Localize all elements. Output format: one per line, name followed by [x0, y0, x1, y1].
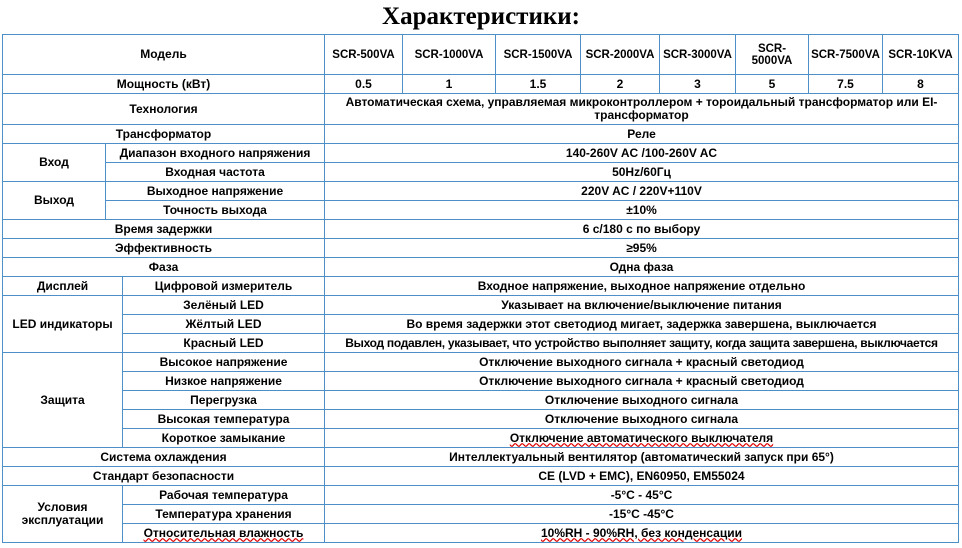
- protection-overload-value: Отключение выходного сигнала: [325, 391, 959, 410]
- table-row-protection-low-voltage: [3, 372, 959, 391]
- led-red-label: Красный LED: [123, 334, 325, 353]
- protection-low-voltage-label: Низкое напряжение: [123, 372, 325, 391]
- model-cell: SCR-500VA: [325, 35, 403, 75]
- protection-short-circuit-value: Отключение автоматического выключателя: [325, 429, 959, 448]
- led-green-label: Зелёный LED: [123, 296, 325, 315]
- operating-humidity-label: Относительная влажность: [123, 524, 325, 543]
- model-cell: SCR-1000VA: [403, 35, 496, 75]
- table-row-protection-overload: [3, 391, 959, 410]
- led-red-value: Выход подавлен, указывает, что устройство выполняет защиту, когда защита завершена, выключается: [325, 334, 959, 353]
- display-meter-value: Входное напряжение, выходное напряжение отдельно: [325, 277, 959, 296]
- table-row-efficiency: [3, 239, 959, 258]
- operating-humidity-value: 10%RH - 90%RH, без конденсации: [325, 524, 959, 543]
- led-green-value: Указывает на включение/выключение питания: [325, 296, 959, 315]
- output-accuracy-label: Точность выхода: [106, 201, 325, 220]
- power-value: 1.5: [496, 75, 581, 94]
- delay-value: 6 с/180 с по выбору: [325, 220, 959, 239]
- table-row-delay: [3, 220, 959, 239]
- table-row-protection-short-circuit: [3, 429, 959, 448]
- protection-short-circuit-label: Короткое замыкание: [123, 429, 325, 448]
- output-voltage-value: 220V AC / 220V+110V: [325, 182, 959, 201]
- led-yellow-value: Во время задержки этот светодиод мигает, задержка завершена, выключается: [325, 315, 959, 334]
- table-row-input-range: [3, 144, 959, 163]
- input-voltage-range-label: Диапазон входного напряжения: [106, 144, 325, 163]
- transformer-label: Трансформатор: [3, 125, 325, 144]
- table-row-output-accuracy: [3, 201, 959, 220]
- model-cell: SCR-10KVA: [883, 35, 959, 75]
- display-label: Дисплей: [3, 277, 123, 296]
- table-row-operating-storage-temp: [3, 505, 959, 524]
- table-row-led-green: [3, 296, 959, 315]
- safety-label: Стандарт безопасности: [3, 467, 325, 486]
- efficiency-label: Эффективность: [3, 239, 325, 258]
- model-cell: SCR-3000VA: [660, 35, 736, 75]
- protection-overload-label: Перегрузка: [123, 391, 325, 410]
- table-row-output-voltage: [3, 182, 959, 201]
- table-row-power: [3, 75, 959, 94]
- table-row-cooling: [3, 448, 959, 467]
- operating-work-temp-label: Рабочая температура: [123, 486, 325, 505]
- protection-high-temp-value: Отключение выходного сигнала: [325, 410, 959, 429]
- table-row-protection-high-voltage: [3, 353, 959, 372]
- table-row-technology: [3, 94, 959, 125]
- protection-low-voltage-value: Отключение выходного сигнала + красный светодиод: [325, 372, 959, 391]
- operating-label: Условия эксплуатации: [3, 486, 123, 543]
- power-label: Мощность (кВт): [3, 75, 325, 94]
- table-row-led-yellow: [3, 315, 959, 334]
- specifications-table: [2, 34, 959, 543]
- power-value: 3: [660, 75, 736, 94]
- display-meter-label: Цифровой измеритель: [123, 277, 325, 296]
- efficiency-value: ≥95%: [325, 239, 959, 258]
- table-row-phase: [3, 258, 959, 277]
- table-row-protection-high-temp: [3, 410, 959, 429]
- operating-storage-temp-label: Температура хранения: [123, 505, 325, 524]
- output-voltage-label: Выходное напряжение: [106, 182, 325, 201]
- operating-storage-temp-value: -15°C -45°C: [325, 505, 959, 524]
- output-label: Выход: [3, 182, 106, 220]
- phase-value: Одна фаза: [325, 258, 959, 277]
- protection-high-voltage-label: Высокое напряжение: [123, 353, 325, 372]
- model-cell: SCR-2000VA: [581, 35, 660, 75]
- power-value: 1: [403, 75, 496, 94]
- table-row-display: [3, 277, 959, 296]
- protection-label: Защита: [3, 353, 123, 448]
- protection-high-temp-label: Высокая температура: [123, 410, 325, 429]
- protection-high-voltage-value: Отключение выходного сигнала + красный светодиод: [325, 353, 959, 372]
- table-row-model: [3, 35, 959, 75]
- model-cell: SCR-7500VA: [809, 35, 883, 75]
- page-title: Характеристики:: [382, 3, 580, 30]
- cooling-value: Интеллектуальный вентилятор (автоматический запуск при 65°): [325, 448, 959, 467]
- power-value: 2: [581, 75, 660, 94]
- transformer-value: Реле: [325, 125, 959, 144]
- phase-label: Фаза: [3, 258, 325, 277]
- table-row-operating-humidity: [3, 524, 959, 543]
- input-frequency-value: 50Hz/60Гц: [325, 163, 959, 182]
- model-cell: SCR-5000VA: [736, 35, 809, 75]
- power-value: 0.5: [325, 75, 403, 94]
- table-row-safety: [3, 467, 959, 486]
- output-accuracy-value: ±10%: [325, 201, 959, 220]
- technology-label: Технология: [3, 94, 325, 125]
- input-voltage-range-value: 140-260V AC /100-260V AC: [325, 144, 959, 163]
- input-label: Вход: [3, 144, 106, 182]
- led-label: LED индикаторы: [3, 296, 123, 353]
- led-yellow-label: Жёлтый LED: [123, 315, 325, 334]
- table-row-led-red: [3, 334, 959, 353]
- table-row-transformer: [3, 125, 959, 144]
- power-value: 8: [883, 75, 959, 94]
- table-row-input-frequency: [3, 163, 959, 182]
- technology-value: Автоматическая схема, управляемая микроконтроллером + тороидальный трансформатор или EI- трансформатор: [325, 94, 959, 125]
- table-row-operating-work-temp: [3, 486, 959, 505]
- model-label: Модель: [3, 35, 325, 75]
- model-cell: SCR-1500VA: [496, 35, 581, 75]
- delay-label: Время задержки: [3, 220, 325, 239]
- operating-work-temp-value: -5°C - 45°C: [325, 486, 959, 505]
- power-value: 5: [736, 75, 809, 94]
- cooling-label: Система охлаждения: [3, 448, 325, 467]
- input-frequency-label: Входная частота: [106, 163, 325, 182]
- power-value: 7.5: [809, 75, 883, 94]
- safety-value: CE (LVD + EMC), EN60950, EM55024: [325, 467, 959, 486]
